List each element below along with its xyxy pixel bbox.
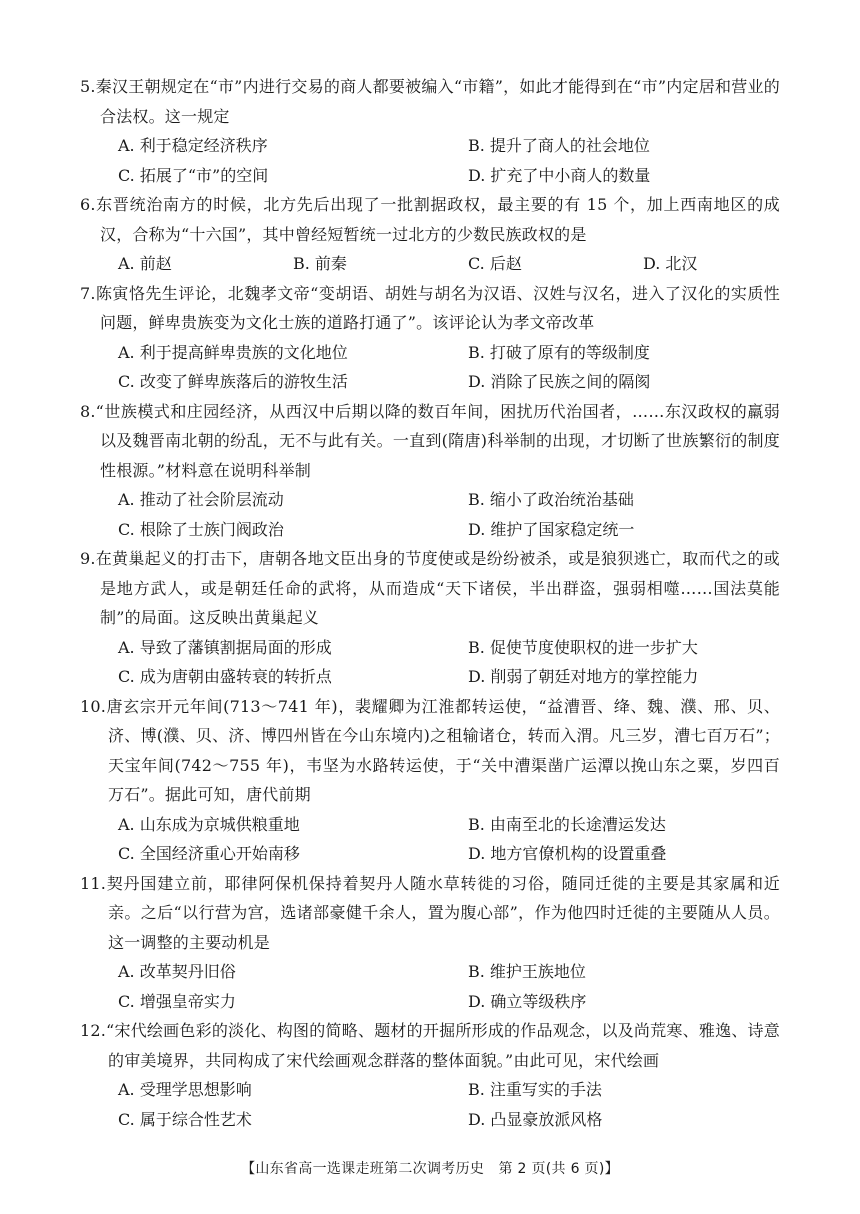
option-group (80, 131, 780, 190)
option-c: C. 增强皇帝实力 (118, 991, 236, 1011)
option-b: B. 由南至北的长途漕运发达 (468, 814, 666, 834)
question-9 (80, 544, 780, 692)
question-stem: 5.秦汉王朝规定在“市”内进行交易的商人都要被编入“市籍”，如此才能得到在“市”内定居和营业的合法权。这一规定 (80, 77, 780, 126)
option-d: D. 北汉 (643, 254, 698, 273)
question-stem: 9.在黄巢起义的打击下，唐朝各地文臣出身的节度使或是纷纷被杀，或是狼狈逃亡，取而代之的或是地方武人，或是朝廷任命的武将，从而造成“天下诸侯，半出群盗，强弱相噬……国法莫能制”的局面。这反映出黄巢起义 (80, 549, 780, 627)
option-a: A. 推动了社会阶层流动 (118, 490, 284, 509)
option-b: B. 注重写实的手法 (468, 1080, 602, 1099)
option-a: A. 山东成为京城供粮重地 (118, 814, 300, 834)
option-d: D. 扩充了中小商人的数量 (468, 165, 651, 185)
option-group (80, 957, 780, 1016)
option-group (80, 338, 780, 397)
question-11 (80, 869, 780, 1017)
option-group (80, 485, 780, 544)
question-stem: 7.陈寅恪先生评论，北魏孝文帝“变胡语、胡姓与胡名为汉语、汉姓与汉名，进入了汉化的实质性问题，鲜卑贵族变为文化士族的道路打通了”。该评论认为孝文帝改革 (80, 283, 780, 332)
question-7 (80, 279, 780, 397)
question-12 (80, 1016, 780, 1134)
option-d: D. 地方官僚机构的设置重叠 (468, 844, 667, 863)
option-d: D. 削弱了朝廷对地方的掌控能力 (468, 667, 699, 686)
page-footer: 【山东省高一选课走班第二次调考历史 第 2 页(共 6 页)】 (241, 1161, 619, 1177)
option-b: B. 缩小了政治统治基础 (468, 490, 634, 509)
option-b: B. 打破了原有的等级制度 (468, 342, 650, 362)
option-b: B. 维护王族地位 (468, 962, 586, 981)
question-5 (80, 72, 780, 190)
option-group (80, 810, 780, 869)
option-group (80, 249, 780, 279)
option-b: B. 促使节度使职权的进一步扩大 (468, 637, 698, 657)
option-c: C. 成为唐朝由盛转衰的转折点 (118, 667, 332, 686)
option-a: A. 导致了藩镇割据局面的形成 (118, 637, 332, 657)
question-stem: 12.“宋代绘画色彩的淡化、构图的简略、题材的开掘所形成的作品观念，以及尚荒寒、雅逸、诗意的审美境界，共同构成了宋代绘画观念群落的整体面貌。”由此可见，宋代绘画 (80, 1021, 780, 1070)
option-b: B. 前秦 (293, 254, 347, 273)
option-c: C. 属于综合性艺术 (118, 1109, 252, 1129)
question-10 (80, 692, 780, 869)
option-c: C. 根除了士族门阀政治 (118, 519, 284, 539)
option-c: C. 拓展了“市”的空间 (118, 165, 269, 185)
option-d: D. 凸显豪放派风格 (468, 1109, 603, 1129)
option-a: A. 改革契丹旧俗 (118, 962, 236, 981)
option-d: D. 消除了民族之间的隔阂 (468, 372, 651, 391)
question-list (80, 72, 780, 1134)
option-a: A. 利于稳定经济秩序 (118, 136, 268, 155)
question-stem: 10.唐玄宗开元年间(713～741 年)，裴耀卿为江淮都转运使，“益漕晋、绛、魏、濮、邢、贝、济、博(濮、贝、济、博四州皆在今山东境内)之租输诸仓，转而入渭。凡三岁，漕七百万石”；天宝年间(742～755 年)，韦坚为水路转运使，于“关中漕渠凿广运潭以挽山东之粟，岁四百万石”。据此可知，唐代前期 (80, 696, 780, 804)
option-c: C. 全国经济重心开始南移 (118, 844, 300, 863)
option-b: B. 提升了商人的社会地位 (468, 136, 650, 155)
option-a: A. 前赵 (118, 254, 172, 273)
question-stem: 6.东晋统治南方的时候，北方先后出现了一批割据政权，最主要的有 15 个，加上西南地区的成汉，合称为“十六国”，其中曾经短暂统一过北方的少数民族政权的是 (80, 195, 780, 244)
option-c: C. 改变了鲜卑族落后的游牧生活 (118, 372, 348, 391)
question-8 (80, 397, 780, 545)
option-a: A. 利于提高鲜卑贵族的文化地位 (118, 342, 348, 362)
question-6 (80, 190, 780, 279)
option-group (80, 1075, 780, 1134)
option-a: A. 受理学思想影响 (118, 1080, 252, 1099)
option-group (80, 633, 780, 692)
option-c: C. 后赵 (468, 254, 522, 273)
option-d: D. 维护了国家稳定统一 (468, 519, 635, 539)
question-stem: 11.契丹国建立前，耶律阿保机保持着契丹人随水草转徙的习俗，随同迁徙的主要是其家属和近亲。之后“以行营为宫，选诸部豪健千余人，置为腹心部”，作为他四时迁徙的主要随从人员。这一调整的主要动机是 (80, 873, 780, 952)
option-d: D. 确立等级秩序 (468, 991, 587, 1011)
question-stem: 8.“世族模式和庄园经济，从西汉中后期以降的数百年间，困扰历代治国者，……东汉政权的羸弱以及魏晋南北朝的纷乱，无不与此有关。一直到(隋唐)科举制的出现，才切断了世族繁衍的制度性根源。”材料意在说明科举制 (80, 401, 780, 480)
